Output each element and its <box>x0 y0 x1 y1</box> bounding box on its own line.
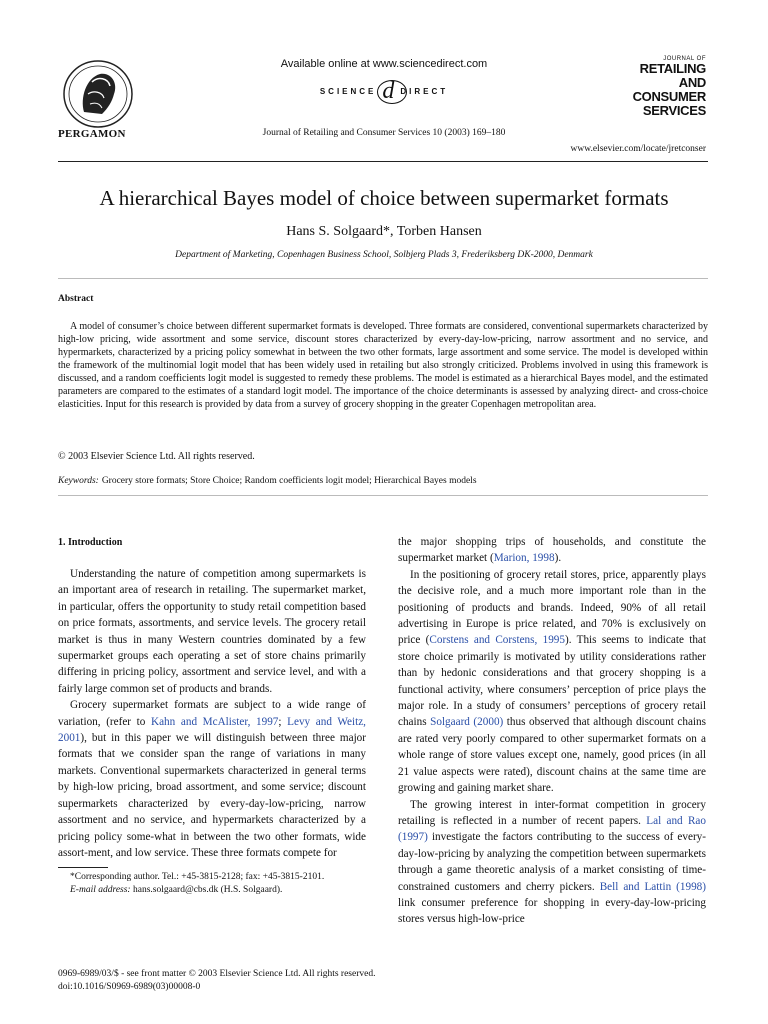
abstract-divider <box>58 495 708 496</box>
text-run: link consumer preference for shopping in every-day-low-pricing stores versus high-low-price <box>398 896 706 926</box>
journal-logo-line: SERVICES <box>642 103 706 118</box>
journal-logo-line: AND <box>678 75 706 90</box>
header-divider <box>58 161 708 162</box>
paragraph <box>398 534 706 567</box>
keywords-list: Grocery store formats; Store Choice; Random coefficients logit model; Hierarchical Bayes models <box>101 476 477 486</box>
text-run: the major shopping trips of households, and constitute the supermarket market ( <box>398 536 706 565</box>
text-run: investigate the factors contributing to the success of every-day-low-pricing by analyzing the competition between supermarkets through a game theoretic analysis of a market consisting of time-constrained customers and cherry pickers. <box>398 831 706 893</box>
journal-logo-line: RETAILING <box>639 61 706 76</box>
footnote-corresponding: *Corresponding author. Tel.: +45-3815-2128; fax: +45-3815-2101. <box>70 872 325 882</box>
text-run: ). This seems to indicate that store choice primarily is motivated by utility considerations rather than by hedonic considerations and that grocery shopping is a functional activity, where consumers’ perception of price plays the major role. In a study of consumers’ perceptions of grocery retail chains <box>398 634 707 729</box>
article-title: A hierarchical Bayes model of choice between supermarket formats <box>99 186 669 210</box>
citation-link[interactable]: Kahn and McAlister, 1997 <box>151 715 279 728</box>
publisher-name: PERGAMON <box>58 128 126 140</box>
footnote <box>58 867 366 897</box>
sciencedirect-left-word: SCIENCE <box>319 87 377 96</box>
text-run: ), but in this paper we will distinguish between three major formats that we consider span the range of variations in many markets. Conventional supermarkets characterized in general terms by high-low pricing, broad assortment, and some service; discount supermarkets characterized by every-day-low-pricing, narrow assortment and no service, and hypermarkets characterized by a pricing policy some-what in between the two other formats, wide assort-ment, and low service. These three formats compete for <box>58 732 366 859</box>
section-heading: 1. Introduction <box>58 537 123 548</box>
journal-logo <box>614 56 706 118</box>
text-run: The growing interest in inter-format competition in grocery retailing is reflected in a number of recent papers. <box>398 798 706 827</box>
text-run: ). <box>554 552 562 565</box>
keywords <box>58 476 477 486</box>
citation-link[interactable]: Corstens and Corstens, 1995 <box>429 634 565 647</box>
paragraph <box>58 697 366 861</box>
paragraph <box>398 567 706 797</box>
citation-link[interactable]: Solgaard (2000) <box>430 716 504 729</box>
left-column <box>58 566 366 861</box>
abstract-paragraph: A model of consumer’s choice between different supermarket formats is developed. Three formats are considered, conventional supermarkets characterized by high-low pricing, wide assortment and some service, discount stores characterized by every-day-low-pricing, narrow assortment and no service, and hypermarkets, characterized by a pricing policy somewhat in between the two other formats, large assortment and some service. The model is developed within the framework of the multinomial logit model that has been widely used in retailing but also strongly criticized. Problems involved in using this framework is discussed, and a random coefficients logit model is suggested to remedy these problems. The model is estimated as a hierarchical Bayes model, and the estimated parameters are compared to the estimates of a standard logit model. The importance of the choice determinants is assessed by analyzing direct- and cross-choice elasticities. Input for this research is provided by data from a survey of grocery shopping in the greater Copenhagen metropolitan area. <box>58 321 708 410</box>
text-run: thus observed that although discount chains are rated very poorly compared to other supermarket formats on a whole range of store values except one, namely, good prices (in all 21 value aspects were rated), discount chains at the same time are growing and gaining market share. <box>398 716 706 795</box>
journal-reference: Journal of Retailing and Consumer Services 10 (2003) 169–180 <box>262 128 506 138</box>
available-online-text[interactable]: Available online at www.sciencedirect.com <box>280 58 488 70</box>
title-divider <box>58 278 708 279</box>
journal-logo-line: CONSUMER <box>632 89 706 104</box>
email-label: E-mail address: <box>70 885 131 895</box>
abstract-body <box>58 320 708 411</box>
footnote-email <box>58 884 366 897</box>
paragraph <box>398 797 706 928</box>
doi-line: doi:10.1016/S0969-6989(03)00008-0 <box>58 982 201 992</box>
article-authors: Hans S. Solgaard*, Torben Hansen <box>286 224 482 239</box>
journal-logo-top: JOURNAL OF <box>663 56 706 62</box>
citation-link[interactable]: Marion, 1998 <box>493 552 555 565</box>
sciencedirect-mark-icon: d <box>382 78 395 104</box>
email-address[interactable]: hans.solgaard@cbs.dk (H.S. Solgaard). <box>132 885 283 895</box>
citation-link[interactable]: Levy and Weitz, 2001 <box>58 715 366 745</box>
text-run: In the positioning of grocery retail stores, price, apparently plays the decisive role, and a much more important role than in the positioning of products and brands. Indeed, 90% of all retail advertising in Europe is price related, and 70% is exclusively on price ( <box>398 568 706 647</box>
article-affiliation: Department of Marketing, Copenhagen Business School, Solbjerg Plads 3, Frederiksberg DK-2000, Denmark <box>175 250 593 260</box>
front-matter-line: 0969-6989/03/$ - see front matter © 2003 Elsevier Science Ltd. All rights reserved. <box>58 969 376 979</box>
text-run: ; <box>278 715 288 728</box>
abstract-copyright: © 2003 Elsevier Science Ltd. All rights reserved. <box>58 451 255 462</box>
citation-link[interactable]: Bell and Lattin (1998) <box>599 880 706 893</box>
abstract-heading: Abstract <box>58 294 94 304</box>
keywords-label: Keywords: <box>58 476 99 486</box>
citation-link[interactable]: Lal and Rao (1997) <box>398 814 706 844</box>
paragraph: Understanding the nature of competition among supermarkets is an important area of research in retailing. The supermarket market, in particular, offers the opportunity to study retail competition based on price formats, assortments, and service levels. The grocery retail market is thus in many Western countries dominated by a few supermarket groups each operating a set of store chains primarily differing in pricing policy, assortment and service level, and with a fairly large common set of products and brands. <box>58 568 366 695</box>
right-column <box>398 534 706 928</box>
front-matter-info <box>58 968 375 994</box>
sciencedirect-right-word: DIRECT <box>400 87 449 96</box>
text-run: Grocery supermarket formats are subject to a wide range of variation, (refer to <box>58 699 366 728</box>
journal-url[interactable]: www.elsevier.com/locate/jretconser <box>570 144 706 154</box>
